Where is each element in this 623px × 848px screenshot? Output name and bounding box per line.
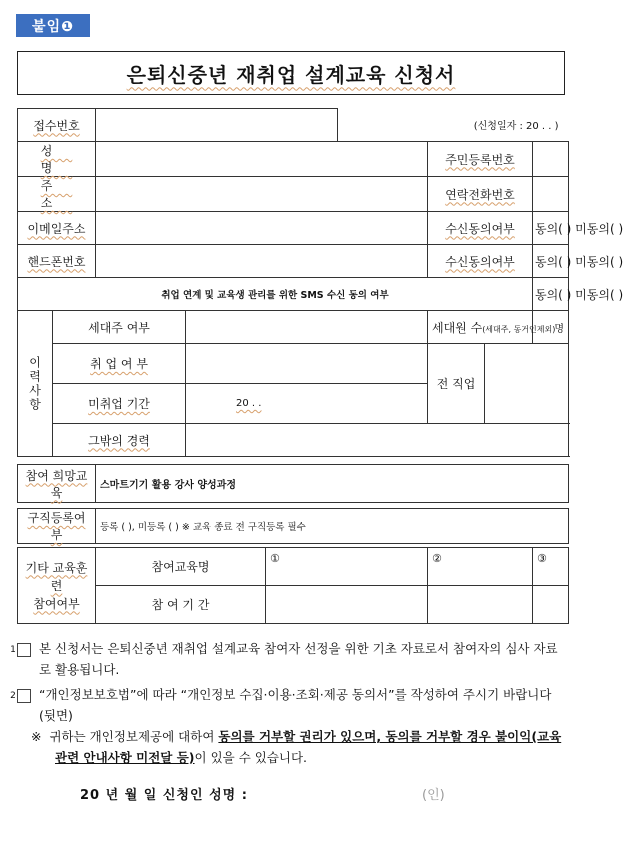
attachment-tag: 붙임❶: [16, 14, 90, 37]
note-2-number: 2: [17, 689, 31, 703]
desired-education-value: 스마트기기 활용 강사 양성과정: [96, 465, 569, 503]
email-field[interactable]: [96, 212, 428, 245]
mobile-field[interactable]: [96, 245, 428, 278]
note-1: 1 본 신청서는 은퇴신중년 재취업 설계교육 참여자 선정을 위한 기초 자료로서 참여자의 심사 자료로 활용됩니다.: [10, 641, 558, 677]
unemployed-period-field[interactable]: 20 . .: [186, 384, 428, 424]
mobile-label: 핸드폰번호: [18, 245, 96, 278]
prev-job-label: 전 직업: [428, 344, 485, 424]
training-period-1[interactable]: [266, 586, 428, 624]
training-slot-3[interactable]: ③: [533, 548, 569, 586]
application-date: (신청일자 : 20 . . ): [473, 121, 559, 133]
job-registration-label: 구직등록여부: [18, 509, 96, 544]
note-3-mark: ※: [31, 729, 42, 744]
desired-education-label: 참여 희망교육: [18, 465, 96, 503]
employed-field[interactable]: [186, 344, 428, 384]
unemployed-period-label: 미취업 기간: [53, 384, 186, 424]
training-slot-2[interactable]: ②: [428, 548, 533, 586]
sms-consent-options[interactable]: 동의( ) 미동의( ): [533, 278, 569, 311]
prev-job-field[interactable]: [485, 344, 569, 424]
name-label: 성 명: [18, 142, 96, 177]
rrn-label: 주민등록번호: [428, 142, 533, 177]
title-box: [17, 51, 565, 95]
application-form: [17, 108, 623, 624]
page-title: 은퇴신중년 재취업 설계교육 신청서: [126, 62, 456, 87]
job-registration-value[interactable]: 등록 ( ), 미등록 ( ) ※ 교육 종료 전 구직등록 필수: [96, 509, 569, 544]
name-field[interactable]: [96, 142, 428, 177]
training-period-label: 참 여 기 간: [96, 586, 266, 624]
household-members-label: 세대원 수(세대주, 동거인제외): [428, 311, 533, 344]
address-field[interactable]: [96, 177, 428, 212]
household-head-field[interactable]: [186, 311, 428, 344]
other-career-label: 그밖의 경력: [53, 424, 186, 457]
seal-mark: (인): [422, 788, 445, 803]
members-unit: 명: [554, 323, 565, 335]
reception-label: 접수번호: [18, 109, 96, 142]
signature-line: 20 년 월 일 신청인 성명 :: [80, 788, 248, 803]
employed-label: 취 업 여 부: [53, 344, 186, 384]
sms-consent-label: 취업 연계 및 교육생 관리를 위한 SMS 수신 동의 여부: [18, 278, 533, 311]
phone-field[interactable]: [533, 177, 569, 212]
rrn-field[interactable]: [533, 142, 569, 177]
note-1-number: 1: [17, 643, 31, 657]
email-consent-label: 수신동의여부: [428, 212, 533, 245]
training-course-label: 참여교육명: [96, 548, 266, 586]
email-consent-options[interactable]: 동의( ) 미동의( ): [533, 212, 569, 245]
phone-label: 연락전화번호: [428, 177, 533, 212]
note-3: ※ 귀하는 개인정보제공에 대하여 동의를 거부할 권리가 있으며, 동의를 거부할 경우 불이익(교육 관련 안내사항 미전달 등)이 있을 수 있습니다.: [31, 729, 562, 765]
other-training-label: 기타 교육훈련 참여여부: [18, 548, 96, 624]
email-label: 이메일주소: [18, 212, 96, 245]
spacer: [18, 457, 569, 465]
note-2: 2 “개인정보보호법”에 따라 “개인정보 수집·이용·조회·제공 동의서”를 작성하여 주시기 바랍니다(뒷면): [10, 687, 552, 723]
household-head-label: 세대주 여부: [53, 311, 186, 344]
training-period-3[interactable]: [533, 586, 569, 624]
mobile-consent-options[interactable]: 동의( ) 미동의( ): [533, 245, 569, 278]
reception-number-field[interactable]: [96, 109, 338, 142]
mobile-consent-label: 수신동의여부: [428, 245, 533, 278]
training-period-2[interactable]: [428, 586, 533, 624]
other-career-field[interactable]: [186, 424, 569, 457]
address-label: 주 소: [18, 177, 96, 212]
training-slot-1[interactable]: ①: [266, 548, 428, 586]
history-section-label: 이력사항: [18, 311, 53, 457]
